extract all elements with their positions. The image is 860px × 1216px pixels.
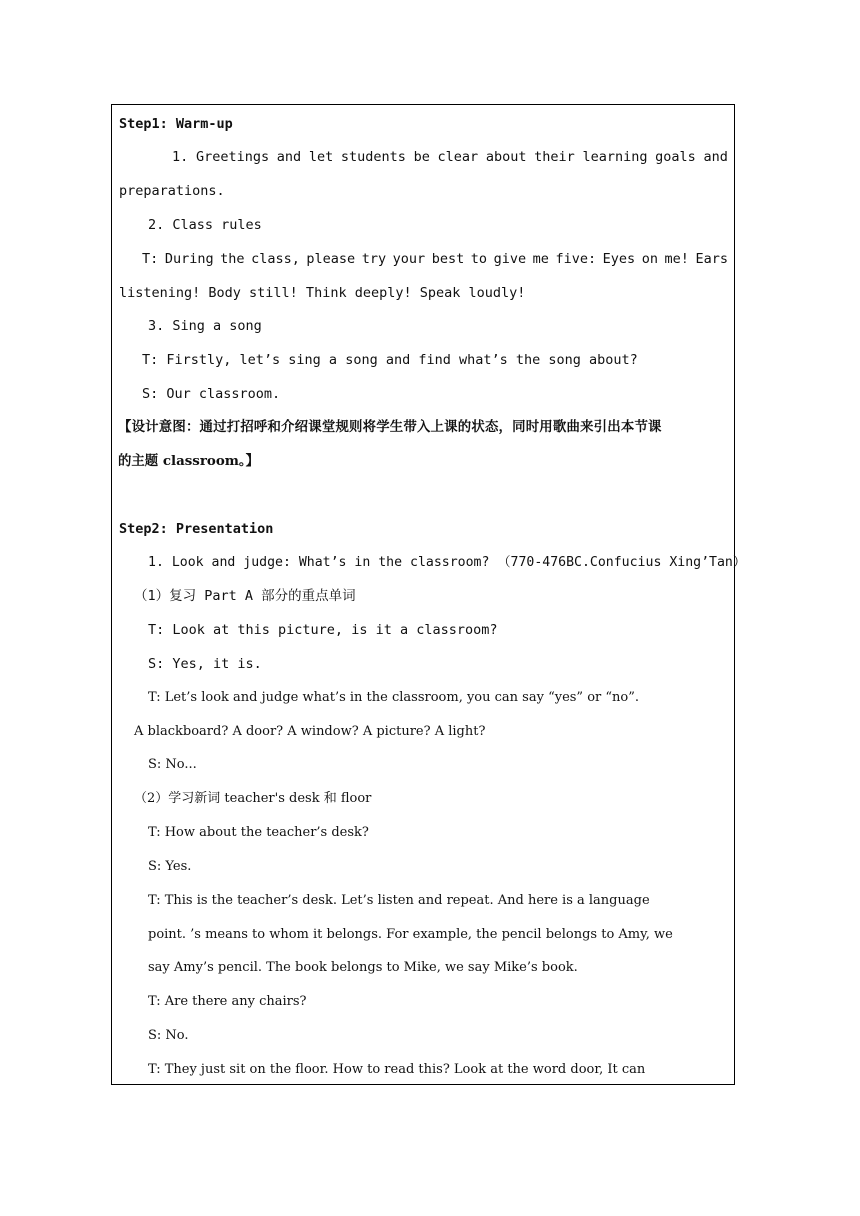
word: about [485, 149, 527, 165]
word: goals [655, 149, 696, 165]
word: class, [251, 251, 300, 267]
word: learning [582, 149, 648, 165]
word: your [392, 251, 426, 267]
word: students [340, 149, 406, 165]
word: and [703, 149, 728, 165]
word: me [532, 251, 549, 267]
word: five: [555, 251, 597, 267]
word: and [276, 149, 302, 165]
word: their [534, 149, 575, 165]
word: best [431, 251, 465, 267]
word: T: [142, 251, 159, 267]
justified-line [172, 149, 728, 165]
word: try [361, 251, 387, 267]
word: to [470, 251, 488, 267]
word: Eyes [602, 251, 636, 267]
word: Ears [695, 251, 728, 267]
word: on [641, 251, 658, 267]
word: 1. [172, 149, 189, 165]
word: be [413, 149, 430, 165]
word: give [493, 251, 527, 267]
word: the [220, 251, 245, 267]
lesson-table-cell: Step1: Warm-up 1. Greetings and let students be clear about their learning goals and preparations. 2. Class rules T: During the class, please try your best to give me five: Eyes on me! Ears listening! Body still! Think deeply! Speak loudly! 3. Sing a song T: Firstly, let’s sing a song and find what’s the song about? S: Our classroom. 【设计意图：通过打招呼和介绍课堂规则将学生带入上课的状态，同时用歌曲来引出本节课 的主题 classroom。】 Step2: Presentation 1. Look and judge: What’s in the classroom? （770-476BC.Confucius Xing’Tan） （1）复习 Part A 部分的重点单词 T: Look at this picture, is it a classroom? S: Yes, it is. T: Let’s look and judge what’s in the classroom, you can say “yes” or “no”. A blackboard? A door? A window? A picture? A light? S: No... （2）学习新词 teacher's desk 和 floor T: How about the teacher’s desk? S: Yes. T: This is the teacher’s desk. Let’s listen and repeat. And here is a language point. ’s means to whom it belongs. For example, the pencil belongs to Amy, we say Amy’s pencil. The book belongs to Mike, we say Mike’s book. T: Are there any chairs? S: No. T: They just sit on the floor. How to read this? Look at the word door, It can [111, 104, 735, 1085]
justified-line [142, 251, 728, 267]
word: clear [437, 149, 479, 165]
word: let [308, 149, 334, 165]
word: please [306, 251, 356, 267]
word: me! [664, 251, 689, 267]
word: During [164, 251, 214, 267]
word: Greetings [195, 149, 270, 165]
